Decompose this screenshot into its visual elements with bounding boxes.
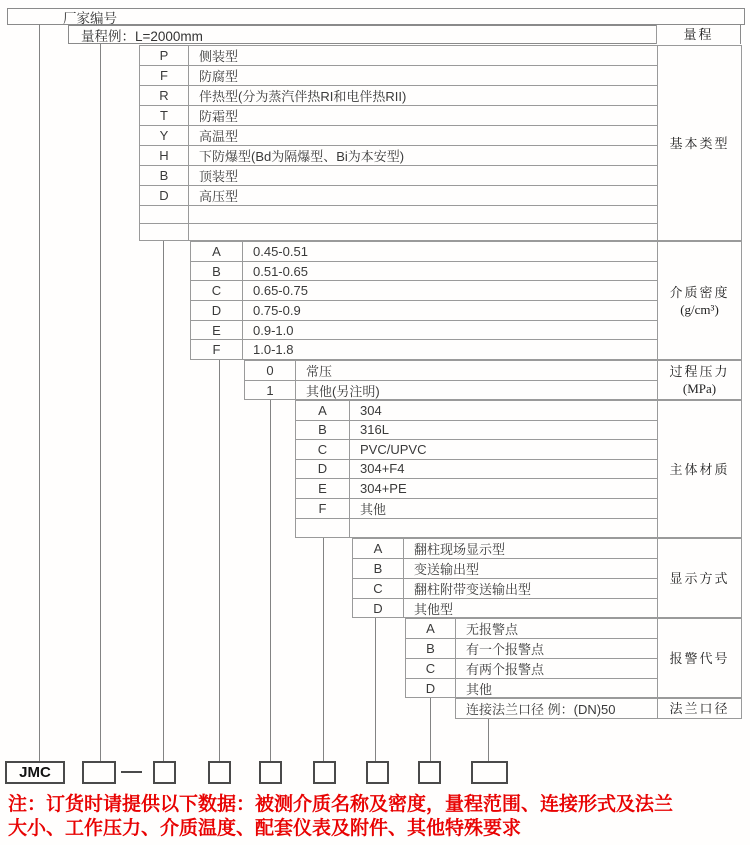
display-mode-row-B bbox=[353, 558, 657, 578]
process-pressure-desc: 其他(另注明) bbox=[306, 384, 380, 399]
alarm-code-desc: 有两个报警点 bbox=[466, 662, 545, 677]
basic-type-row-F bbox=[140, 65, 657, 85]
basic-type-desc: 高温型 bbox=[199, 129, 239, 144]
medium-density-code: A bbox=[191, 242, 243, 261]
display-mode-code: B bbox=[353, 559, 404, 578]
body-material-desc: 其他 bbox=[360, 501, 387, 517]
basic-type-row-Y bbox=[140, 125, 657, 145]
medium-density-row-C bbox=[191, 280, 657, 300]
medium-density-desc: 0.75-0.9 bbox=[253, 302, 301, 318]
process-pressure-row-1 bbox=[245, 380, 657, 400]
basic-type-row-8 bbox=[140, 205, 657, 223]
basic-type-code bbox=[140, 206, 189, 223]
section-label-basic-type: 基本类型 bbox=[657, 45, 742, 241]
alarm-code-desc: 有一个报警点 bbox=[466, 642, 545, 657]
connector-line-medium-density bbox=[219, 360, 220, 762]
alarm-code-row-C bbox=[406, 658, 657, 678]
display-mode-row-A bbox=[353, 539, 657, 558]
medium-density-row-D bbox=[191, 300, 657, 320]
process-pressure-row-0 bbox=[245, 361, 657, 380]
alarm-code-row-D bbox=[406, 678, 657, 698]
body-material-desc: 304+F4 bbox=[360, 461, 405, 477]
medium-density-desc: 0.65-0.75 bbox=[253, 283, 308, 299]
section-medium-density bbox=[190, 241, 658, 360]
body-material-code: E bbox=[296, 479, 350, 498]
body-material-row-C bbox=[296, 439, 657, 459]
basic-type-code: T bbox=[140, 106, 189, 125]
basic-type-desc: 顶装型 bbox=[199, 169, 239, 184]
display-mode-desc: 其他型 bbox=[414, 602, 454, 617]
medium-density-row-B bbox=[191, 261, 657, 281]
section-basic-type bbox=[139, 45, 658, 241]
code-box-process-pressure bbox=[259, 761, 282, 784]
body-material-desc: 316L bbox=[360, 422, 389, 438]
section-label-flange-size: 法兰口径 bbox=[657, 698, 742, 719]
basic-type-desc: 防霜型 bbox=[199, 109, 239, 124]
display-mode-desc: 翻柱现场显示型 bbox=[414, 542, 506, 557]
alarm-code-code: C bbox=[406, 659, 456, 678]
code-box-range bbox=[82, 761, 116, 784]
basic-type-desc: 高压型 bbox=[199, 189, 239, 204]
connector-line-flange-size bbox=[488, 719, 489, 762]
medium-density-desc: 0.51-0.65 bbox=[253, 263, 308, 279]
body-material-desc bbox=[350, 519, 657, 538]
basic-type-desc: 伴热型(分为蒸汽伴热RI和电伴热RII) bbox=[199, 89, 407, 104]
code-box-medium-density bbox=[208, 761, 231, 784]
display-mode-code: A bbox=[353, 539, 404, 558]
flange-size-desc: 连接法兰口径 例：(DN)50 bbox=[466, 702, 616, 717]
code-box-display-mode bbox=[366, 761, 389, 784]
section-label-alarm-code: 报警代号 bbox=[657, 618, 742, 698]
connector-line-body-material bbox=[323, 538, 324, 762]
body-material-row-E bbox=[296, 478, 657, 498]
body-material-desc: 304+PE bbox=[360, 480, 407, 496]
basic-type-desc bbox=[189, 224, 657, 241]
body-material-row-F bbox=[296, 498, 657, 518]
basic-type-code: B bbox=[140, 166, 189, 185]
medium-density-desc: 0.45-0.51 bbox=[253, 243, 308, 259]
basic-type-desc: 侧装型 bbox=[199, 49, 239, 64]
basic-type-code: Y bbox=[140, 126, 189, 145]
process-pressure-code: 1 bbox=[245, 381, 296, 400]
basic-type-desc bbox=[189, 206, 657, 223]
model-separator-dash bbox=[121, 771, 142, 773]
range-label: 量程 bbox=[656, 25, 740, 44]
basic-type-code: R bbox=[140, 86, 189, 105]
medium-density-code: C bbox=[191, 281, 243, 300]
alarm-code-code: A bbox=[406, 619, 456, 638]
medium-density-desc: 0.9-1.0 bbox=[253, 322, 294, 338]
medium-density-code: F bbox=[191, 340, 243, 359]
body-material-row-6 bbox=[296, 518, 657, 538]
body-material-code: A bbox=[296, 401, 350, 420]
basic-type-row-B bbox=[140, 165, 657, 185]
basic-type-row-9 bbox=[140, 223, 657, 241]
display-mode-code: D bbox=[353, 599, 404, 618]
body-material-code: F bbox=[296, 499, 350, 518]
alarm-code-desc: 无报警点 bbox=[466, 622, 519, 637]
connector-line-basic-type bbox=[163, 241, 164, 762]
basic-type-code: P bbox=[140, 46, 189, 65]
section-body-material bbox=[295, 400, 658, 538]
basic-type-code: H bbox=[140, 146, 189, 165]
display-mode-code: C bbox=[353, 579, 404, 598]
connector-line-display-mode bbox=[375, 618, 376, 762]
basic-type-row-D bbox=[140, 185, 657, 205]
body-material-code: C bbox=[296, 440, 350, 459]
medium-density-row-F bbox=[191, 339, 657, 359]
body-material-desc: 304 bbox=[360, 402, 382, 418]
display-mode-desc: 翻柱附带变送输出型 bbox=[414, 582, 532, 597]
basic-type-desc: 下防爆型(Bd为隔爆型、Bi为本安型) bbox=[199, 149, 405, 164]
basic-type-row-R bbox=[140, 85, 657, 105]
ordering-note-line1: 注：订货时请提供以下数据：被测介质名称及密度，量程范围、连接形式及法兰 bbox=[8, 794, 674, 815]
ordering-note-line2: 大小、工作压力、介质温度、配套仪表及附件、其他特殊要求 bbox=[8, 818, 522, 839]
code-box-basic-type bbox=[153, 761, 176, 784]
alarm-code-desc: 其他 bbox=[466, 682, 493, 697]
basic-type-desc: 防腐型 bbox=[199, 69, 239, 84]
basic-type-code: D bbox=[140, 186, 189, 205]
section-label-display-mode: 显示方式 bbox=[657, 538, 742, 618]
display-mode-row-D bbox=[353, 598, 657, 618]
display-mode-row-C bbox=[353, 578, 657, 598]
section-alarm-code bbox=[405, 618, 658, 698]
process-pressure-desc: 常压 bbox=[306, 364, 333, 379]
code-box-flange-size bbox=[471, 761, 508, 784]
ordering-note bbox=[8, 793, 748, 841]
connector-line-range bbox=[100, 44, 101, 762]
basic-type-row-T bbox=[140, 105, 657, 125]
connector-line-alarm-code bbox=[430, 698, 431, 762]
alarm-code-row-A bbox=[406, 619, 657, 638]
section-label-medium-density: 介质密度 (g/cm³) bbox=[657, 241, 742, 360]
body-material-row-A bbox=[296, 401, 657, 420]
body-material-desc: PVC/UPVC bbox=[360, 441, 427, 457]
connector-line-manufacturer bbox=[39, 24, 40, 762]
model-prefix-box: JMC bbox=[5, 761, 65, 784]
medium-density-row-E bbox=[191, 320, 657, 340]
basic-type-row-P bbox=[140, 46, 657, 65]
manufacturer-number-bar bbox=[7, 8, 745, 25]
section-display-mode bbox=[352, 538, 658, 618]
range-example-text: 量程例：L=2000mm bbox=[81, 28, 203, 44]
process-pressure-code: 0 bbox=[245, 361, 296, 380]
medium-density-code: D bbox=[191, 301, 243, 320]
basic-type-code: F bbox=[140, 66, 189, 85]
medium-density-code: B bbox=[191, 262, 243, 281]
section-label-process-pressure: 过程压力 (MPa) bbox=[657, 360, 742, 400]
connector-line-process-pressure bbox=[270, 400, 271, 762]
body-material-code bbox=[296, 519, 350, 538]
alarm-code-code: B bbox=[406, 639, 456, 658]
range-row bbox=[68, 25, 741, 44]
alarm-code-code: D bbox=[406, 679, 456, 698]
section-process-pressure bbox=[244, 360, 658, 400]
code-box-body-material bbox=[313, 761, 336, 784]
section-flange-size bbox=[455, 698, 658, 719]
code-box-alarm-code bbox=[418, 761, 441, 784]
basic-type-row-H bbox=[140, 145, 657, 165]
body-material-code: B bbox=[296, 421, 350, 440]
display-mode-desc: 变送输出型 bbox=[414, 562, 480, 577]
alarm-code-row-B bbox=[406, 638, 657, 658]
manufacturer-number-label: 厂家编号 bbox=[63, 10, 117, 26]
medium-density-desc: 1.0-1.8 bbox=[253, 342, 294, 358]
body-material-code: D bbox=[296, 460, 350, 479]
body-material-row-B bbox=[296, 420, 657, 440]
section-label-body-material: 主体材质 bbox=[657, 400, 742, 538]
body-material-row-D bbox=[296, 459, 657, 479]
flange-size-row-0 bbox=[456, 699, 657, 718]
medium-density-row-A bbox=[191, 242, 657, 261]
medium-density-code: E bbox=[191, 321, 243, 340]
basic-type-code bbox=[140, 224, 189, 241]
